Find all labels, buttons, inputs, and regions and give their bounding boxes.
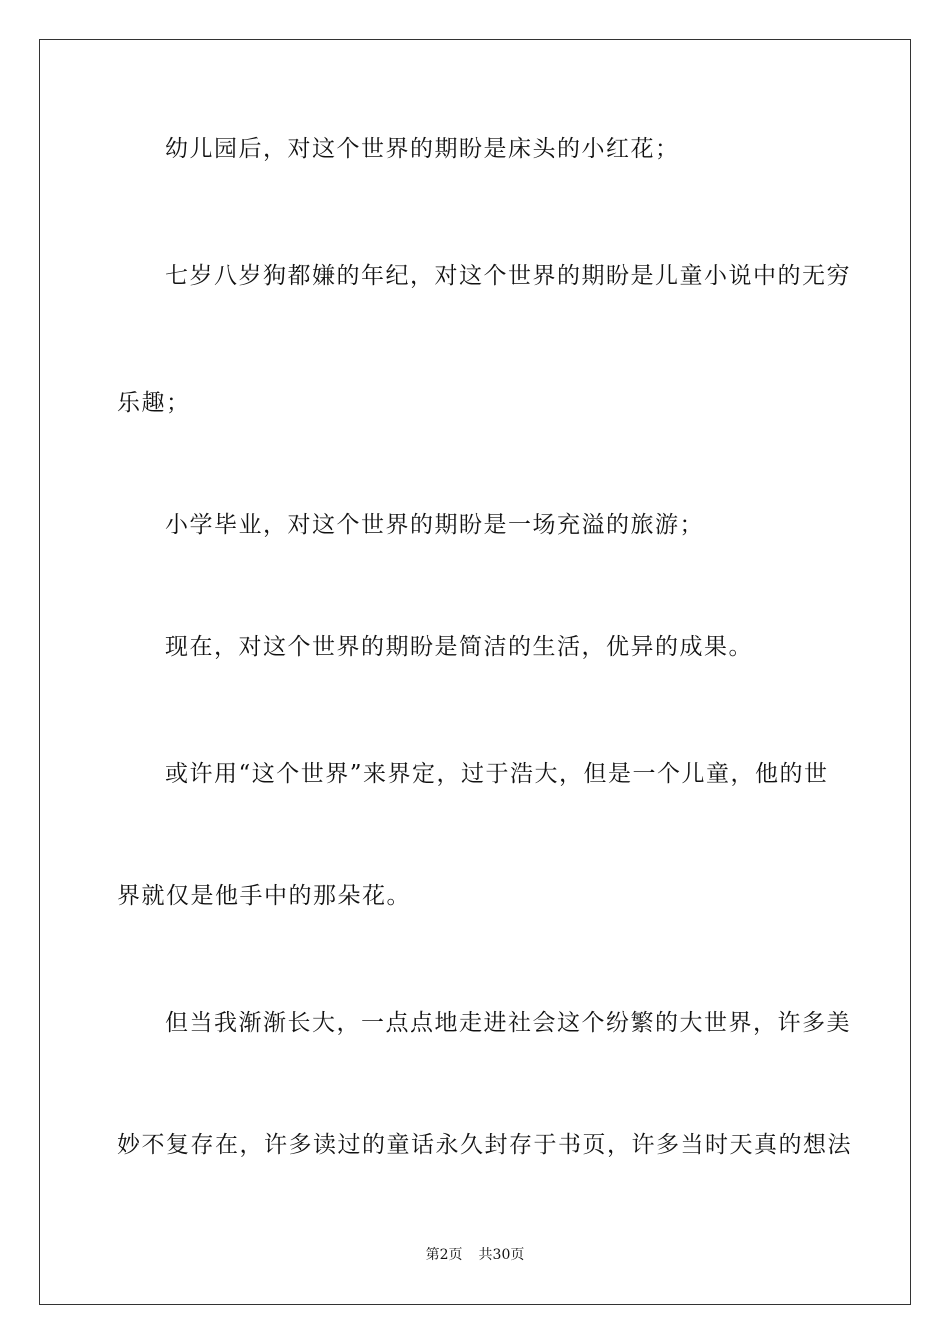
page-number: 第2页 [425, 1247, 463, 1263]
paragraph-line-6: 或许用“这个世界”来界定，过于浩大，但是一个儿童，他的世 [165, 761, 829, 787]
paragraph-line-4: 小学毕业，对这个世界的期盼是一场充溢的旅游； [165, 512, 704, 538]
paragraph-line-1: 幼儿园后，对这个世界的期盼是床头的小红花； [165, 136, 680, 162]
paragraph-line-3: 乐趣； [117, 390, 191, 416]
page-total: 共30页 [478, 1247, 525, 1263]
paragraph-line-5: 现在，对这个世界的期盼是简洁的生活，优异的成果。 [165, 634, 753, 660]
paragraph-line-7: 界就仅是他手中的那朵花。 [117, 883, 411, 909]
paragraph-line-9: 妙不复存在，许多读过的童话永久封存于书页，许多当时天真的想法 [117, 1132, 852, 1158]
paragraph-line-2: 七岁八岁狗都嫌的年纪，对这个世界的期盼是儿童小说中的无穷 [165, 263, 851, 289]
page-border [39, 39, 911, 1305]
page-footer [0, 1246, 950, 1264]
paragraph-line-8: 但当我渐渐长大，一点点地走进社会这个纷繁的大世界，许多美 [165, 1010, 851, 1036]
